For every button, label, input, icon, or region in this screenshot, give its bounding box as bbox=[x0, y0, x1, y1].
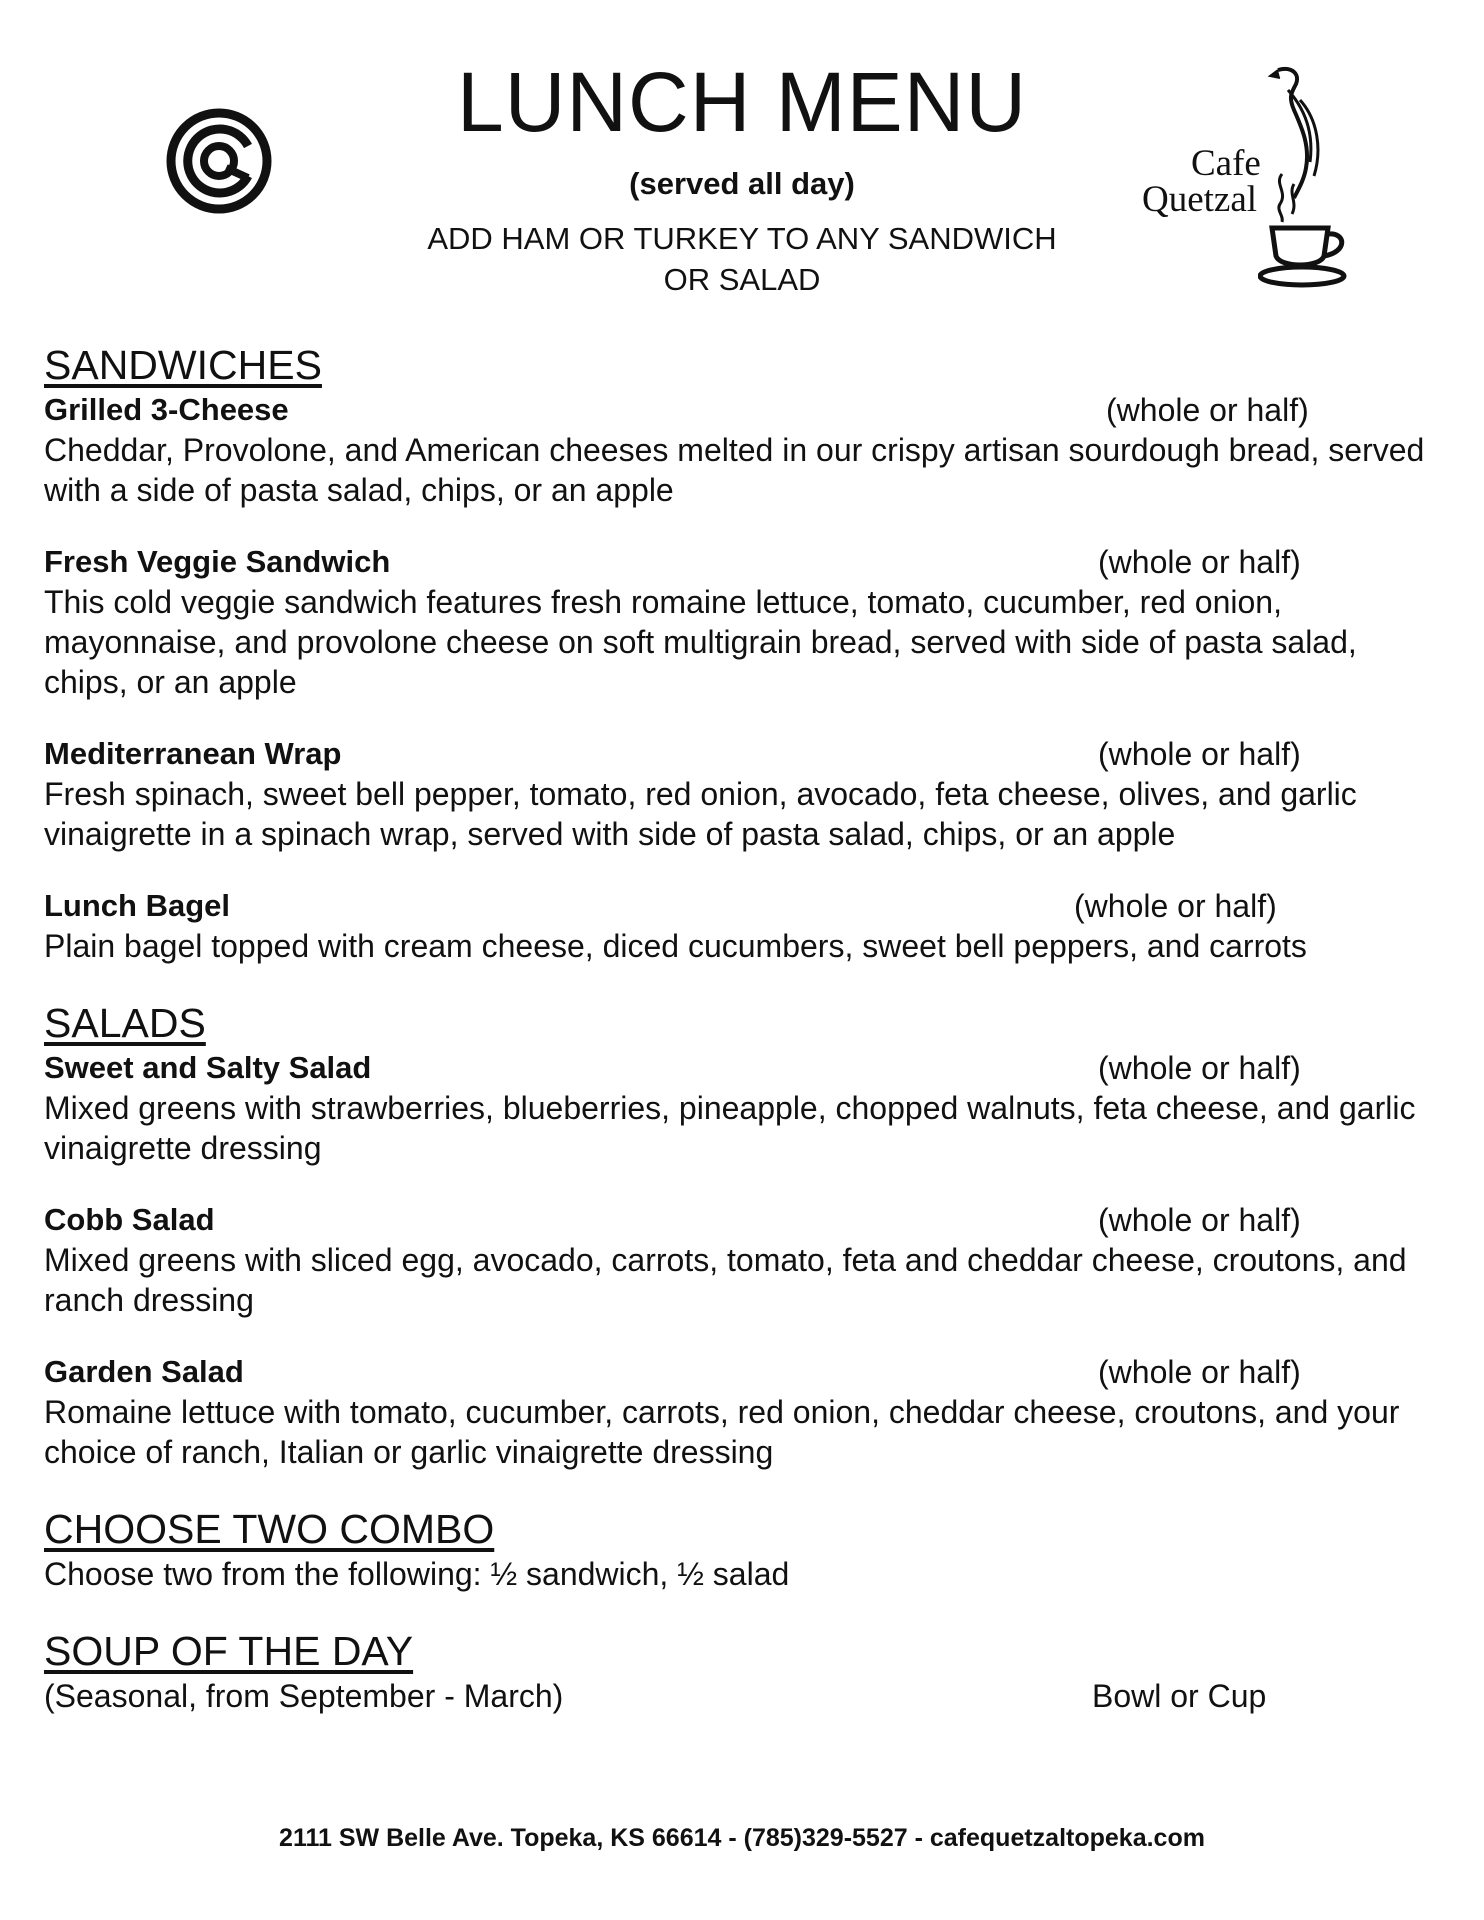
menu-item-name: Fresh Veggie Sandwich bbox=[44, 544, 391, 579]
menu-item-name: Garden Salad bbox=[44, 1354, 244, 1389]
menu-item-size: (whole or half) bbox=[1106, 392, 1309, 428]
soup-size: Bowl or Cup bbox=[1092, 1678, 1267, 1714]
logo-text-cafe: Cafe bbox=[1191, 143, 1261, 184]
menu-content bbox=[44, 340, 1444, 1716]
section-title-combo: CHOOSE TWO COMBO bbox=[44, 1506, 495, 1552]
menu-item-name: Lunch Bagel bbox=[44, 888, 231, 923]
soup-section bbox=[44, 1626, 1444, 1716]
menu-item-head bbox=[44, 1200, 1444, 1240]
menu-item-description: Romaine lettuce with tomato, cucumber, carrots, red onion, cheddar cheese, croutons, and your choice of ranch, Italian or garlic vinaigrette dressing bbox=[44, 1394, 1400, 1470]
section-title-soup: SOUP OF THE DAY bbox=[44, 1628, 414, 1674]
menu-item-description: Mixed greens with sliced egg, avocado, carrots, tomato, feta and cheddar cheese, croutons, and ranch dressing bbox=[44, 1242, 1407, 1318]
menu-item-head bbox=[44, 1352, 1444, 1392]
menu-item bbox=[44, 734, 1444, 854]
footer-address: 2111 SW Belle Ave. Topeka, KS 66614 - (785)329-5527 - cafequetzaltopeka.com bbox=[279, 1824, 1205, 1852]
menu-item-head bbox=[44, 886, 1444, 926]
menu-item-name: Grilled 3-Cheese bbox=[44, 392, 289, 427]
menu-item-head bbox=[44, 1048, 1444, 1088]
menu-item bbox=[44, 1200, 1444, 1320]
logo-text-quetzal: Quetzal bbox=[1142, 179, 1258, 220]
menu-item-head bbox=[44, 542, 1444, 582]
soup-row bbox=[44, 1676, 1444, 1716]
menu-item-size: (whole or half) bbox=[1098, 544, 1301, 580]
menu-item-description: Fresh spinach, sweet bell pepper, tomato, red onion, avocado, feta cheese, olives, and garlic vinaigrette in a spinach wrap, served with side of pasta salad, chips, or an apple bbox=[44, 776, 1357, 852]
menu-item-head bbox=[44, 734, 1444, 774]
soup-description: (Seasonal, from September - March) bbox=[44, 1678, 564, 1714]
coffee-cup-quetzal-icon bbox=[1258, 66, 1378, 296]
menu-item bbox=[44, 1048, 1444, 1168]
section-title-sandwiches: SANDWICHES bbox=[44, 342, 322, 388]
menu-item-size: (whole or half) bbox=[1098, 1050, 1301, 1086]
menu-item bbox=[44, 542, 1444, 702]
combo-section bbox=[44, 1504, 1444, 1594]
menu-item-head bbox=[44, 390, 1444, 430]
cafe-quetzal-logo bbox=[1138, 66, 1378, 296]
menu-item-description: Mixed greens with strawberries, blueberries, pineapple, chopped walnuts, feta cheese, and garlic vinaigrette dressing bbox=[44, 1090, 1416, 1166]
add-on-note-line-2: OR SALAD bbox=[663, 262, 821, 297]
menu-item bbox=[44, 1352, 1444, 1472]
salads-section bbox=[44, 998, 1444, 1472]
section-title-salads: SALADS bbox=[44, 1000, 206, 1046]
menu-item-name: Sweet and Salty Salad bbox=[44, 1050, 372, 1085]
add-on-note-line-1: ADD HAM OR TURKEY TO ANY SANDWICH bbox=[427, 221, 1057, 256]
page-title: LUNCH MENU bbox=[456, 55, 1028, 149]
menu-item-description: Cheddar, Provolone, and American cheeses melted in our crispy artisan sourdough bread, served with a side of pasta salad, chips, or an apple bbox=[44, 432, 1425, 508]
page-subtitle: (served all day) bbox=[629, 166, 855, 201]
menu-header bbox=[0, 0, 1484, 320]
menu-item-size: (whole or half) bbox=[1098, 1202, 1301, 1238]
menu-item-name: Mediterranean Wrap bbox=[44, 736, 342, 771]
menu-item-name: Cobb Salad bbox=[44, 1202, 215, 1237]
menu-item-size: (whole or half) bbox=[1098, 736, 1301, 772]
combo-description: Choose two from the following: ½ sandwich, ½ salad bbox=[44, 1556, 790, 1592]
menu-item-description: Plain bagel topped with cream cheese, diced cucumbers, sweet bell peppers, and carrots bbox=[44, 928, 1307, 964]
menu-item-description: This cold veggie sandwich features fresh romaine lettuce, tomato, cucumber, red onion, mayonnaise, and provolone cheese on soft multigrain bread, served with side of pasta salad, chips, or an apple bbox=[44, 584, 1357, 700]
menu-item bbox=[44, 390, 1444, 510]
menu-item-size: (whole or half) bbox=[1098, 1354, 1301, 1390]
menu-item bbox=[44, 886, 1444, 966]
sandwiches-section bbox=[44, 340, 1444, 966]
menu-item-size: (whole or half) bbox=[1074, 888, 1277, 924]
